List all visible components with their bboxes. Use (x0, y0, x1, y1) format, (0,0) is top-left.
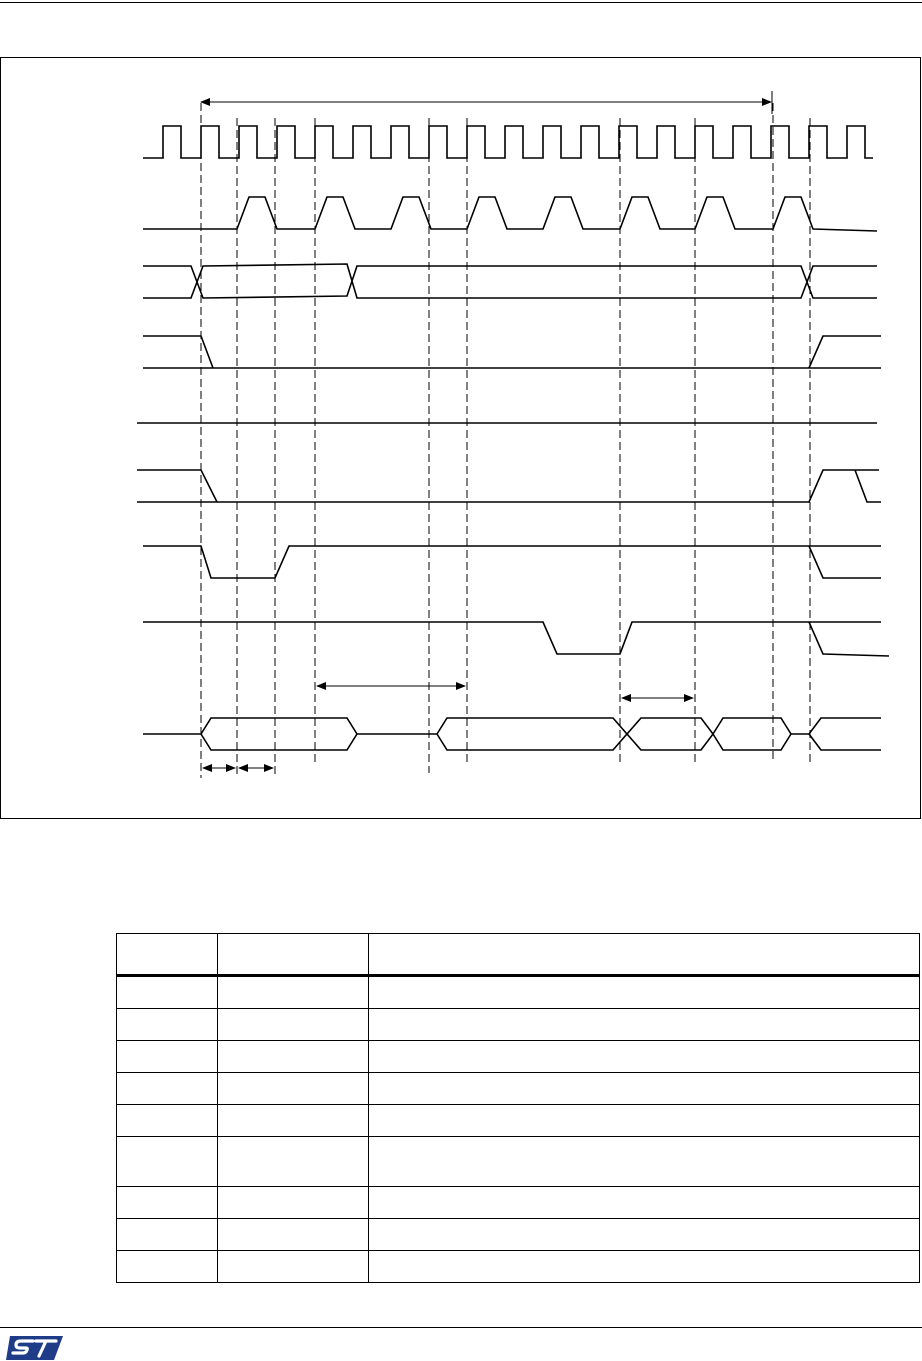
overall-span-marker (201, 91, 772, 114)
table-row (117, 1009, 920, 1041)
table-cell (369, 976, 920, 1009)
footer-rule (0, 1327, 922, 1328)
st-logo-icon (6, 1336, 64, 1360)
low-pulse-waveform (143, 546, 881, 578)
table-cell (218, 1009, 369, 1041)
table-row (117, 1105, 920, 1137)
table-cell (117, 1041, 218, 1073)
table-row (117, 1137, 920, 1187)
table-row (117, 1187, 920, 1219)
table-cell (369, 1187, 920, 1219)
timing-diagram (0, 57, 921, 819)
late-low-pulse-waveform (143, 622, 889, 656)
table-cell (117, 1073, 218, 1105)
table-cell (218, 1251, 369, 1283)
table-row (117, 1041, 920, 1073)
table-row (117, 1073, 920, 1105)
falling-edge-2-waveform (137, 470, 881, 502)
table-row (117, 1251, 920, 1283)
table-cell (218, 1137, 369, 1187)
column-header (218, 934, 369, 976)
column-header (117, 934, 218, 976)
table-cell (369, 1219, 920, 1251)
table-cell (117, 1105, 218, 1137)
table-cell (117, 1187, 218, 1219)
column-header (369, 934, 920, 976)
table-cell (218, 1105, 369, 1137)
header-rule (0, 2, 922, 3)
parameter-table (116, 933, 920, 1283)
table-cell (369, 1009, 920, 1041)
table-header-row (117, 934, 920, 976)
table-cell (369, 1105, 920, 1137)
table-row (117, 976, 920, 1009)
strobe-waveform (143, 197, 877, 231)
table-cell (369, 1137, 920, 1187)
table-cell (117, 1009, 218, 1041)
data-bus-waveform (143, 718, 881, 750)
table-cell (218, 1041, 369, 1073)
reference-lines (201, 103, 810, 778)
table-cell (117, 1137, 218, 1187)
table-cell (117, 1251, 218, 1283)
table-cell (117, 1219, 218, 1251)
falling-edge-1-waveform (143, 336, 881, 368)
table-cell (218, 976, 369, 1009)
table-cell (369, 1073, 920, 1105)
timing-diagram-svg (1, 58, 922, 820)
table-cell (218, 1073, 369, 1105)
table-cell (369, 1041, 920, 1073)
table-cell (117, 976, 218, 1009)
table-cell (218, 1187, 369, 1219)
table-cell (369, 1251, 920, 1283)
table-cell (218, 1219, 369, 1251)
bus-1-waveform (143, 264, 877, 298)
table-row (117, 1219, 920, 1251)
clock-waveform (143, 126, 873, 158)
